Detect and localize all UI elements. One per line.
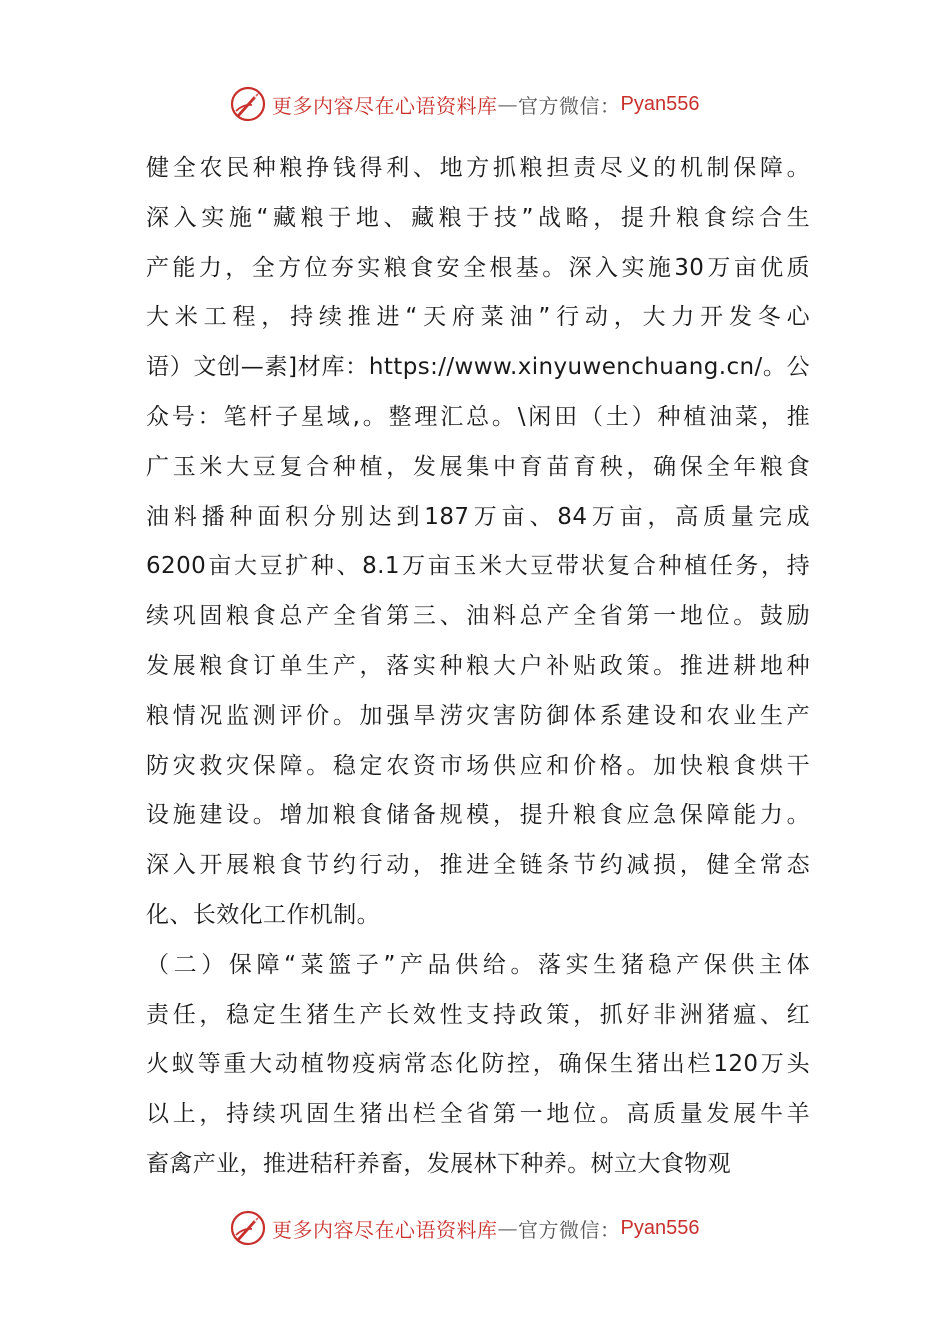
banner-separator: — bbox=[497, 92, 518, 116]
text-line: 设施建设。增加粮食储备规模，提升粮食应急保障能力。 bbox=[146, 802, 810, 829]
text-line: 续巩固粮食总产全省第三、油料总产全省第一地位。鼓励 bbox=[146, 603, 810, 630]
banner-separator: — bbox=[497, 1216, 518, 1240]
header-banner bbox=[228, 82, 699, 126]
text-line: 语）文创—素]材库：https://www.xinyuwenchuang.cn/。公 bbox=[146, 354, 810, 381]
banner-brand: 更多内容尽在心语资料库 bbox=[272, 1217, 498, 1242]
text-line: 产能力，全方位夯实粮食安全根基。深入实施30万亩优质 bbox=[146, 254, 810, 281]
text-line: 深入开展粮食节约行动，推进全链条节约减损，健全常态 bbox=[146, 852, 810, 879]
pen-nib-logo-icon bbox=[228, 84, 268, 124]
text-line: 粮情况监测评价。加强旱涝灾害防御体系建设和农业生产 bbox=[146, 702, 810, 729]
banner-account: Pyan556 bbox=[620, 1216, 700, 1239]
banner-wechat-label: 官方微信： bbox=[518, 1217, 621, 1242]
text-line: 防灾救灾保障。稳定农资市场供应和价格。加快粮食烘干 bbox=[146, 752, 810, 779]
footer-banner bbox=[228, 1206, 699, 1250]
document-body bbox=[146, 144, 810, 1190]
text-line: 发展粮食订单生产，落实种粮大户补贴政策。推进耕地种 bbox=[146, 652, 810, 679]
text-line: 化、长效化工作机制。 bbox=[146, 901, 380, 928]
banner-account: Pyan556 bbox=[620, 92, 700, 115]
text-line: 大米工程，持续推进“天府菜油”行动，大力开发冬心 bbox=[146, 304, 810, 331]
text-line: （二）保障“菜篮子”产品供给。落实生猪稳产保供主体 bbox=[146, 951, 810, 978]
text-line: 健全农民种粮挣钱得利、地方抓粮担责尽义的机制保障。 bbox=[146, 155, 810, 181]
text-line: 深入实施“藏粮于地、藏粮于技”战略，提升粮食综合生 bbox=[146, 204, 810, 231]
text-line: 众号：笔杆子星域,。整理汇总。\闲田（土）种植油菜，推 bbox=[146, 403, 810, 430]
text-line: 畜禽产业，推进秸秆养畜，发展林下种养。树立大食物观 bbox=[146, 1150, 731, 1177]
text-line: 责任，稳定生猪生产长效性支持政策，抓好非洲猪瘟、红 bbox=[146, 1001, 810, 1028]
pen-nib-logo-icon bbox=[228, 1208, 268, 1248]
text-line: 6200亩大豆扩种、8.1万亩玉米大豆带状复合种植任务，持 bbox=[146, 553, 810, 580]
banner-brand: 更多内容尽在心语资料库 bbox=[272, 93, 498, 118]
text-line: 以上，持续巩固生猪出栏全省第一地位。高质量发展牛羊 bbox=[146, 1101, 810, 1128]
text-line: 火蚁等重大动植物疫病常态化防控，确保生猪出栏120万头 bbox=[146, 1051, 810, 1078]
banner-wechat-label: 官方微信： bbox=[518, 93, 621, 118]
text-line: 广玉米大豆复合种植，发展集中育苗育秧，确保全年粮食 bbox=[146, 453, 810, 480]
text-line: 油料播种面积分别达到187万亩、84万亩，高质量完成 bbox=[146, 503, 810, 530]
